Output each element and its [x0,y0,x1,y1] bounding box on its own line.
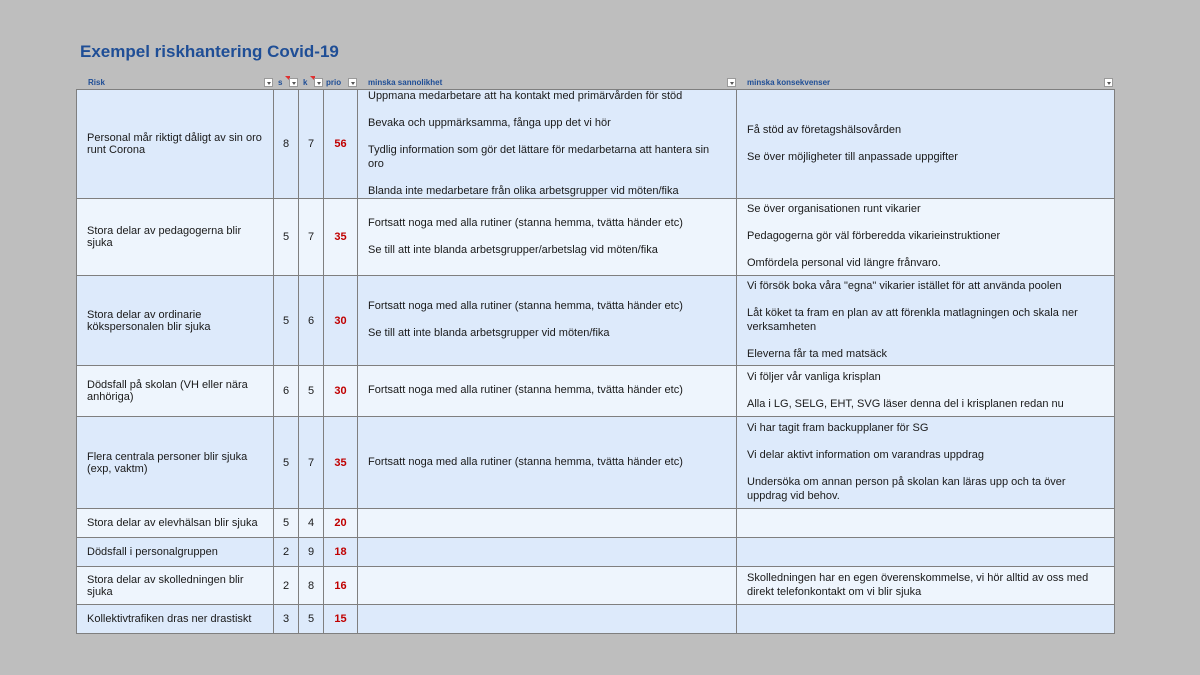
minska-konsekvenser-cell[interactable] [737,366,1115,417]
measure-line: Vi följer vår vanliga krisplan [747,370,881,383]
prio-cell[interactable]: 35 [324,199,358,276]
table-row [77,509,1115,538]
s-cell[interactable]: 2 [274,538,299,567]
header-minska-sannolikhet [358,76,737,89]
minska-konsekvenser-cell[interactable] [737,567,1115,605]
minska-sannolikhet-cell[interactable] [358,90,737,199]
measure-line: Alla i LG, SELG, EHT, SVG läser denna del i krisplanen redan nu [747,397,1064,410]
header-risk [78,76,274,89]
measure-line: Skolledningen har en egen överenskommelse, vi hör alltid av oss med direkt telefonkontakt om vi blir sjuka [747,572,1089,598]
header-k-label: k [303,78,308,87]
risk-cell[interactable]: Stora delar av skolledningen blir sjuka [77,567,274,605]
risk-cell[interactable]: Personal mår riktigt dåligt av sin oro runt Corona [77,90,274,199]
measure-line: Vi har tagit fram backupplaner för SG [747,422,929,434]
header-s [274,76,299,89]
header-k [299,76,324,89]
measure-line: Uppmana medarbetare att ha kontakt med primärvården för stöd [368,90,683,102]
k-cell[interactable]: 5 [299,366,324,417]
k-cell[interactable]: 4 [299,509,324,538]
minska-konsekvenser-cell[interactable] [737,605,1115,634]
table-row [77,90,1115,199]
filter-dropdown-k[interactable] [314,78,323,87]
measure-line: Tydlig information som gör det lättare för medarbetarna att hantera sin oro [368,144,710,170]
measure-line: Se till att inte blanda arbetsgrupper/arbetslag vid möten/fika [368,243,658,256]
risk-table-body [77,90,1115,634]
header-prio-label: prio [326,78,342,87]
minska-sannolikhet-cell[interactable] [358,509,737,538]
filter-dropdown-risk[interactable] [264,78,273,87]
k-cell[interactable]: 6 [299,276,324,366]
header-risk-label: Risk [88,78,105,87]
minska-konsekvenser-cell[interactable] [737,90,1115,199]
table-row [77,366,1115,417]
minska-sannolikhet-cell[interactable] [358,567,737,605]
minska-sannolikhet-cell[interactable] [358,366,737,417]
k-cell[interactable]: 5 [299,605,324,634]
measure-line: Fortsatt noga med alla rutiner (stanna hemma, tvätta händer etc) [368,300,683,313]
measure-line: Vi delar aktivt information om varandras uppdrag [747,449,985,461]
measure-line: Omfördela personal vid längre frånvaro. [747,257,941,270]
risk-cell[interactable]: Stora delar av elevhälsan blir sjuka [77,509,274,538]
measure-line: Vi försök boka våra "egna" vikarier istället för att använda poolen [747,280,1062,292]
k-cell[interactable]: 9 [299,538,324,567]
s-cell[interactable]: 6 [274,366,299,417]
measure-line: Blanda inte medarbetare från olika arbetsgrupper vid möten/fika [368,184,679,197]
risk-cell[interactable]: Stora delar av pedagogerna blir sjuka [77,199,274,276]
risk-cell[interactable]: Stora delar av ordinarie kökspersonalen blir sjuka [77,276,274,366]
prio-cell[interactable]: 18 [324,538,358,567]
table-row [77,538,1115,567]
measure-line: Se till att inte blanda arbetsgrupper vid möten/fika [368,327,610,340]
header-minska-konsekvenser [737,76,1114,89]
k-cell[interactable]: 7 [299,90,324,199]
s-cell[interactable]: 3 [274,605,299,634]
measure-line: Se över möjligheter till anpassade uppgifter [747,150,958,163]
prio-cell[interactable]: 20 [324,509,358,538]
s-cell[interactable]: 5 [274,417,299,509]
filter-dropdown-minska-sannolikhet[interactable] [727,78,736,87]
table-row [77,567,1115,605]
prio-cell[interactable]: 30 [324,366,358,417]
table-row [77,417,1115,509]
s-cell[interactable]: 5 [274,509,299,538]
filter-dropdown-s[interactable] [289,78,298,87]
k-cell[interactable]: 7 [299,199,324,276]
risk-table [76,89,1115,634]
measure-line: Fortsatt noga med alla rutiner (stanna hemma, tvätta händer etc) [368,216,683,229]
s-cell[interactable]: 8 [274,90,299,199]
s-cell[interactable]: 5 [274,199,299,276]
prio-cell[interactable]: 15 [324,605,358,634]
minska-konsekvenser-cell[interactable] [737,276,1115,366]
minska-konsekvenser-cell[interactable] [737,538,1115,567]
measure-line: Fortsatt noga med alla rutiner (stanna hemma, tvätta händer etc) [368,455,683,468]
table-row [77,199,1115,276]
header-s-label: s [278,78,283,87]
prio-cell[interactable]: 56 [324,90,358,199]
minska-konsekvenser-cell[interactable] [737,199,1115,276]
measure-line: Eleverna får ta med matsäck [747,347,888,360]
measure-line: Se över organisationen runt vikarier [747,203,921,216]
minska-sannolikhet-cell[interactable] [358,417,737,509]
header-minska-sannolikhet-label: minska sannolikhet [368,78,443,87]
page-title: Exempel riskhantering Covid-19 [80,42,339,61]
header-minska-konsekvenser-label: minska konsekvenser [747,78,831,87]
k-cell[interactable]: 7 [299,417,324,509]
risk-cell[interactable]: Kollektivtrafiken dras ner drastiskt [77,605,274,634]
prio-cell[interactable]: 35 [324,417,358,509]
measure-line: Bevaka och uppmärksamma, fånga upp det vi hör [368,117,611,129]
measure-line: Fortsatt noga med alla rutiner (stanna hemma, tvätta händer etc) [368,384,683,397]
minska-sannolikhet-cell[interactable] [358,276,737,366]
minska-konsekvenser-cell[interactable] [737,509,1115,538]
risk-cell[interactable]: Flera centrala personer blir sjuka (exp, vaktm) [77,417,274,509]
s-cell[interactable]: 2 [274,567,299,605]
table-row [77,605,1115,634]
minska-konsekvenser-cell[interactable] [737,417,1115,509]
minska-sannolikhet-cell[interactable] [358,538,737,567]
risk-cell[interactable]: Dödsfall i personalgruppen [77,538,274,567]
minska-sannolikhet-cell[interactable] [358,605,737,634]
prio-cell[interactable]: 30 [324,276,358,366]
header-prio [324,76,358,89]
measure-line: Låt köket ta fram en plan av att förenkla matlagningen och skala ner verksamheten [747,307,1078,333]
measure-line: Få stöd av företagshälsovården [747,123,902,136]
table-row [77,276,1115,366]
k-cell[interactable]: 8 [299,567,324,605]
filter-dropdown-minska-konsekvenser[interactable] [1104,78,1113,87]
risk-cell[interactable]: Dödsfall på skolan (VH eller nära anhöriga) [77,366,274,417]
s-cell[interactable]: 5 [274,276,299,366]
filter-dropdown-prio[interactable] [348,78,357,87]
measure-line: Undersöka om annan person på skolan kan läras upp och ta över uppdrag vid behov. [747,476,1066,502]
prio-cell[interactable]: 16 [324,567,358,605]
minska-sannolikhet-cell[interactable] [358,199,737,276]
measure-line: Pedagogerna gör väl förberedda vikarieinstruktioner [747,230,1001,243]
